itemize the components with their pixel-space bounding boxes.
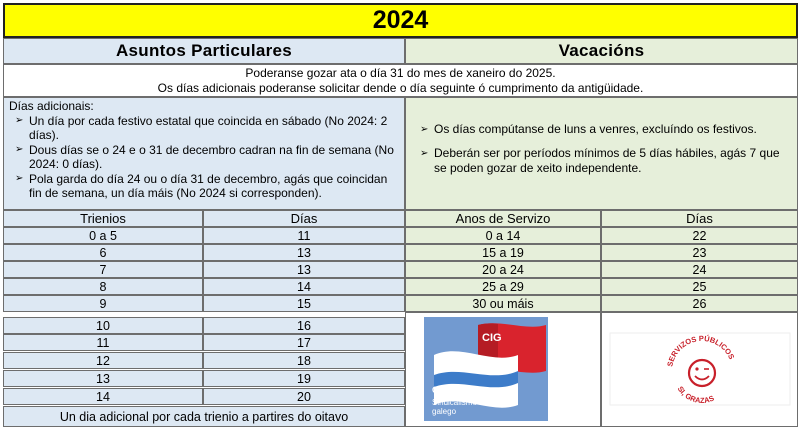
vacation-rules-list <box>412 122 789 176</box>
trienios-cell: 11 <box>3 334 203 351</box>
vacacions-rules <box>405 97 798 210</box>
svg-text:CIG: CIG <box>482 332 502 344</box>
list-item: ➢ Deberán ser por períodos mínimos de 5 días hábiles, agás 7 que se poden gozar de xeito independente. <box>420 146 780 175</box>
vacation-days-cell: 23 <box>601 244 798 261</box>
trienios-cell: 13 <box>3 370 203 387</box>
list-item: ➢ Un día por cada festivo estatal que coincida en sábado (No 2024: 2 días). <box>15 113 388 142</box>
vacation-days-cell: 25 <box>601 278 798 295</box>
trienios-cell: 6 <box>3 244 203 261</box>
arrow-bullet-icon: ➢ <box>420 148 429 159</box>
svg-text:SERVIZOS PÚBLICOS: SERVIZOS PÚBLICOS <box>665 333 737 368</box>
asuntos-days-cell: 17 <box>203 334 405 351</box>
service-years-column-header: Anos de Servizo <box>405 210 601 227</box>
service-years-cell: 30 ou máis <box>405 295 601 312</box>
cig-logo-cell <box>405 312 601 427</box>
note-line: Os días adicionais poderanse solicitar dende o día seguinte ó cumprimento da antigüidade. <box>157 81 644 95</box>
vacation-days-cell: 22 <box>601 227 798 244</box>
trienios-cell: 12 <box>3 352 203 369</box>
vacacions-header: Vacacións <box>405 38 798 64</box>
list-item: ➢ Pola garda do día 24 ou o día 31 de decembro, agás que coincidan fin de semana, un día máis (No 2024 si corresponden). <box>15 171 388 200</box>
general-note <box>3 64 798 97</box>
servizos-publicos-logo-cell <box>601 312 798 427</box>
extra-days-intro: Días adicionais: <box>9 99 94 113</box>
list-item: ➢ Dous días se o 24 e o 31 de decembro cadran na fin de semana (No 2024: 0 días). <box>15 142 394 171</box>
year-title: 2024 <box>3 3 798 38</box>
trienios-cell: 10 <box>3 317 203 334</box>
asuntos-days-column-header: Días <box>203 210 405 227</box>
trienios-column-header: Trienios <box>3 210 203 227</box>
service-years-cell: 25 a 29 <box>405 278 601 295</box>
asuntos-extra-days <box>3 97 405 210</box>
svg-text:galego: galego <box>432 407 457 416</box>
asuntos-days-cell: 19 <box>203 370 405 387</box>
arrow-bullet-icon: ➢ <box>15 172 24 184</box>
service-years-cell: 15 a 19 <box>405 244 601 261</box>
svg-text:SI, GRAZAS: SI, GRAZAS <box>675 384 716 406</box>
vacation-days-cell: 24 <box>601 261 798 278</box>
asuntos-days-cell: 20 <box>203 388 405 405</box>
trienios-cell: 0 a 5 <box>3 227 203 244</box>
arrow-bullet-icon: ➢ <box>420 124 429 135</box>
trienios-cell: 9 <box>3 295 203 312</box>
svg-text:CIG: CIG <box>432 385 449 395</box>
trienios-cell: 8 <box>3 278 203 295</box>
svg-text:Sindicalismo: Sindicalismo <box>432 398 477 407</box>
asuntos-days-cell: 13 <box>203 244 405 261</box>
cig-logo <box>406 313 601 427</box>
service-years-cell: 20 a 24 <box>405 261 601 278</box>
extra-days-list <box>9 114 398 201</box>
servizos-publicos-stamp <box>602 313 798 427</box>
asuntos-days-cell: 14 <box>203 278 405 295</box>
arrow-bullet-icon: ➢ <box>15 114 24 126</box>
asuntos-days-cell: 18 <box>203 352 405 369</box>
trienios-cell: 7 <box>3 261 203 278</box>
asuntos-days-cell: 15 <box>203 295 405 312</box>
arrow-bullet-icon: ➢ <box>15 143 24 155</box>
list-item: ➢ Os días compútanse de luns a venres, excluíndo os festivos. <box>420 122 757 136</box>
asuntos-header: Asuntos Particulares <box>3 38 405 64</box>
vacation-days-column-header: Días <box>601 210 798 227</box>
note-line: Poderanse gozar ata o día 31 do mes de xaneiro do 2025. <box>245 66 556 80</box>
trienio-footnote: Un dia adicional por cada trienio a partires do oitavo <box>3 406 405 427</box>
asuntos-days-cell: 16 <box>203 317 405 334</box>
trienios-cell: 14 <box>3 388 203 405</box>
asuntos-days-cell: 11 <box>203 227 405 244</box>
vacation-days-cell: 26 <box>601 295 798 312</box>
service-years-cell: 0 a 14 <box>405 227 601 244</box>
asuntos-days-cell: 13 <box>203 261 405 278</box>
holiday-sheet <box>3 3 798 427</box>
